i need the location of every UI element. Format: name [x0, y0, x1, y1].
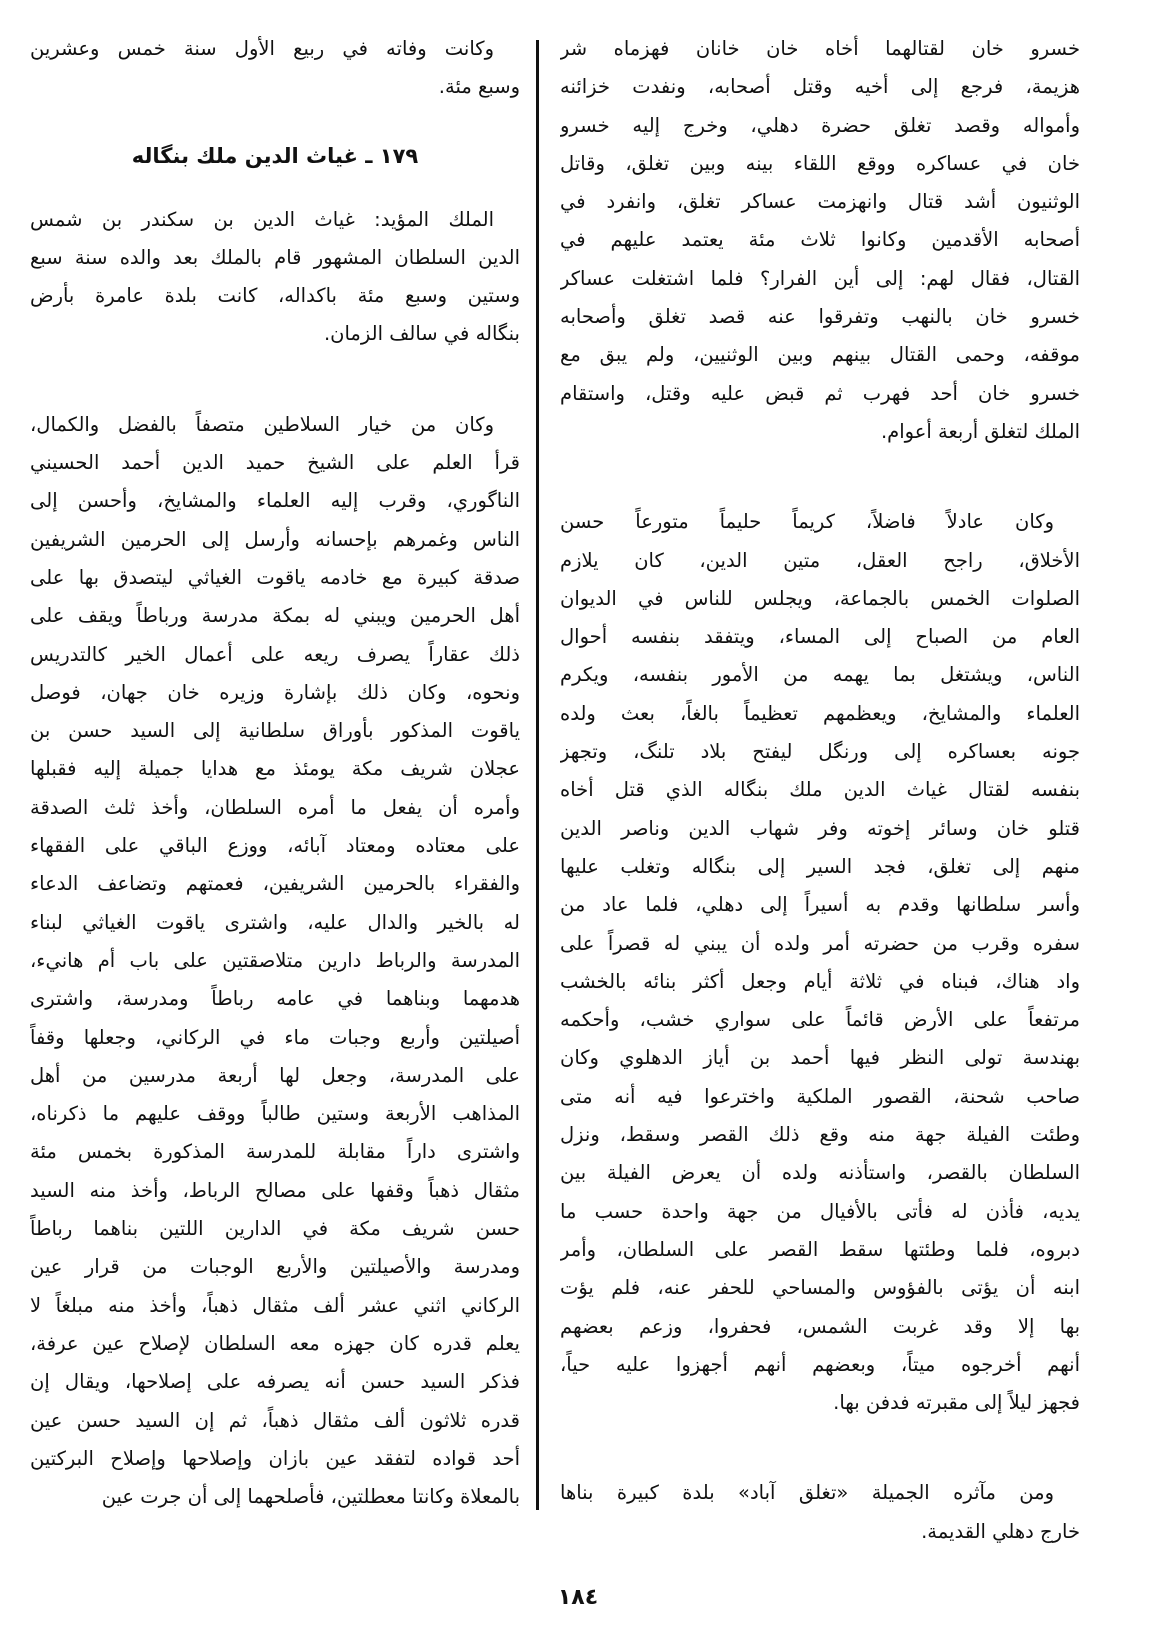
text-line: على المدرسة، وجعل لها أربعة مدرسين من أهل	[30, 1063, 520, 1087]
text-line: الناس، ويشتغل بما يهمه من الأمور بنفسه، ويكرم	[560, 663, 1080, 687]
text-line: الدين السلطان المشهور قام بالملك بعد والده سنة سبع	[30, 245, 520, 269]
text-line: الناگوري، وقرب إليه العلماء والمشايخ، وأحسن إلى	[30, 489, 520, 513]
text-line: بالمعلاة وكانتا معطلتين، فأصلحهما إلى أن جرت عين	[101, 1485, 520, 1509]
right-column	[560, 30, 1080, 1551]
text-line: وطئت الفيلة جهة منه وقع ذلك القصر وسقط، ونزل	[560, 1123, 1080, 1147]
paragraph	[30, 201, 520, 354]
section-heading: ١٧٩ ـ غياث الدين ملك بنگاله	[131, 143, 419, 168]
page-number: ١٨٤	[557, 1585, 599, 1610]
text-line: على معتاده ومعتاد آبائه، ووزع الباقي على الفقهاء	[30, 834, 520, 858]
text-line: عجلان شريف مكة يومئذ مع هدايا جميلة إليه فقبلها	[30, 757, 520, 781]
text-line: السلطان بالقصر، واستأذنه ولده أن يعرض الفيلة بين	[560, 1161, 1080, 1185]
text-line: المدرسة والرباط دارين متلاصقتين على باب أم هانيء،	[30, 948, 520, 972]
text-line: بنفسه لقتال غياث الدين ملك بنگاله الذي قتل أخاه	[560, 778, 1080, 802]
text-line: ومن مآثره الجميلة «تغلق آباد» بلدة كبيرة بناها	[560, 1481, 1054, 1505]
text-line: خسرو خان بالنهب وتفرقوا عنه قصد تغلق وأصحابه	[560, 305, 1080, 329]
text-line: الأخلاق، راجح العقل، متين الدين، كان يلازم	[560, 548, 1080, 572]
text-line: خان في عساكره ووقع اللقاء بينه وبين تغلق، وقاتل	[560, 151, 1080, 175]
paragraph	[560, 1474, 1080, 1551]
text-line: صاحب شحنة، القصور الملكية واخترعوا فيه أنه متى	[560, 1084, 1080, 1108]
text-line: ذلك عقاراً يصرف ريعه على أعمال الخير كالتدريس	[30, 642, 520, 666]
text-line: واشترى داراً مقابلة للمدرسة المذكورة بخمس مئة	[30, 1140, 520, 1164]
text-line: مثقال ذهباً وقفها على مصالح الرباط، وأخذ منه السيد	[30, 1178, 520, 1202]
text-line: القتال، فقال لهم: إلى أين الفرار؟ فلما اشتغلت عساكر	[560, 266, 1080, 290]
text-line: الملك المؤيد: غياث الدين بن سكندر بن شمس	[30, 207, 494, 231]
text-line: يعلم قدره كان جهزه معه السلطان لإصلاح عين عرفة،	[30, 1331, 520, 1355]
text-line: ونحوه، وكان ذلك بإشارة وزيره خان جهان، فوصل	[30, 680, 520, 704]
text-line: الوثنيون أشد قتال وانهزمت عساكر تغلق، وانفرد في	[560, 190, 1080, 214]
text-line: قتلو خان وسائر إخوته وفر شهاب الدين وناصر الدين	[560, 816, 1080, 840]
paragraph	[30, 406, 520, 1517]
text-line: أحد قواده لتفقد عين بازان وإصلاحها وإصلاح البركتين	[30, 1446, 520, 1470]
text-line: قدره ثلاثون ألف مثقال ذهباً، ثم إن السيد حسن عين	[30, 1408, 520, 1432]
text-line: بها إلا وقد غربت الشمس، فحفروا، وزعم بعضهم	[560, 1314, 1080, 1338]
text-line: فجهز ليلاً إلى مقبرته فدفن بها.	[833, 1391, 1080, 1415]
text-line: خارج دهلي القديمة.	[921, 1519, 1080, 1543]
text-line: العلماء والمشايخ، ويعظمهم تعظيماً بالغاً، بعث ولده	[560, 701, 1080, 725]
text-line: سفره وقرب من حضرته أمر ولده أن يبني له قصراً على	[560, 931, 1080, 955]
text-line: مرتفعاً على الأرض قائماً على سواري خشب، وأحكمه	[560, 1008, 1080, 1032]
text-line: وأسر سلطانها وقدم به أسيراً إلى دهلي، فلما عاد من	[560, 893, 1080, 917]
text-line: ياقوت المذكور بأوراق سلطانية إلى السيد حسن بن	[30, 719, 520, 743]
text-line: حسن شريف مكة في الدارين اللتين بناهما رباطاً	[30, 1217, 520, 1241]
text-line: له بالخير والدال عليه، واشترى ياقوت الغياثي لبناء	[30, 910, 520, 934]
text-line: والفقراء بالحرمين الشريفين، فعمتهم وتضاعف الدعاء	[30, 872, 520, 896]
text-line: جونه بعساكره إلى ورنگل ليفتح بلاد تلنگ، وتجهز	[560, 740, 1080, 764]
text-line: أنهم أخرجوه ميتاً، وبعضهم أنهم أجهزوا عليه حياً،	[560, 1352, 1080, 1376]
text-line: وسبع مئة.	[438, 75, 520, 99]
text-line: ومدرسة والأصيلتين والأربع الوجبات من قرار عين	[30, 1255, 520, 1279]
text-line: وكانت وفاته في ربيع الأول سنة خمس وعشرين	[30, 37, 494, 60]
left-column	[30, 30, 520, 1516]
paragraph	[560, 503, 1080, 1422]
text-line: صدقة كبيرة مع خادمه ياقوت الغياثي ليتصدق بها على	[30, 565, 520, 589]
text-line: فذكر السيد حسن أنه يصرفه على إصلاحها، ويقال إن	[30, 1370, 520, 1394]
text-line: دبروه، فلما وطئتها سقط القصر على السلطان، وأمر	[560, 1237, 1080, 1261]
text-line: الناس وغمرهم بإحسانه وأرسل إلى الحرمين الشريفين	[30, 527, 520, 551]
paragraph	[30, 30, 520, 107]
text-line: واد هناك، فبناه في ثلاثة أيام وجعل أكثر بنائه بالخشب	[560, 969, 1080, 993]
text-line: المذاهب الأربعة وستين طالباً ووقف عليهم ما ذكرناه،	[30, 1102, 520, 1126]
text-line: منهم إلى تغلق، فجد السير إلى بنگاله وتغلب عليها	[560, 854, 1080, 878]
paragraph	[560, 30, 1080, 451]
text-line: بنگاله في سالف الزمان.	[323, 322, 520, 346]
text-line: يديه، فأذن له فأتى بالأفيال من جهة واحدة حسب ما	[560, 1199, 1080, 1223]
column-divider	[536, 40, 539, 1510]
text-line: وكان من خيار السلاطين متصفاً بالفضل والكمال،	[30, 412, 494, 436]
text-line: خسرو خان لقتالهما أخاه خان خانان فهزماه شر	[560, 37, 1080, 60]
text-line: أهل الحرمين ويبني له بمكة مدرسة ورباطاً ويقف على	[30, 604, 520, 628]
text-line: الركاني اثني عشر ألف مثقال ذهباً، وأخذ منه مبلغاً لا	[30, 1293, 520, 1317]
text-line: بهندسة تولى النظر فيها أحمد بن أياز الدهلوي وكان	[560, 1046, 1080, 1070]
text-line: وأمره أن يفعل ما أمره السلطان، وأخذ ثلث الصدقة	[30, 795, 520, 819]
text-line: وكان عادلاً فاضلاً، كريماً حليماً متورعاً حسن	[560, 510, 1054, 534]
text-line: خسرو خان أحد فهرب ثم قبض عليه وقتل، واستقام	[560, 381, 1080, 405]
text-line: وستين وسبع مئة باكداله، كانت بلدة عامرة بأرض	[30, 284, 520, 308]
text-line: موقفه، وحمى القتال بينهم وبين الوثنيين، ولم يبق مع	[560, 343, 1080, 367]
text-line: قرأ العلم على الشيخ حميد الدين أحمد الحسيني	[30, 451, 520, 475]
text-line: هزيمة، فرجع إلى أخيه وقتل أصحابه، ونفدت خزائنه	[560, 75, 1080, 99]
text-line: الصلوات الخمس بالجماعة، ويجلس للناس في الديوان	[560, 586, 1080, 610]
text-line: هدمهما وبناهما في عامه رباطاً ومدرسة، واشترى	[30, 987, 520, 1011]
text-line: الملك لتغلق أربعة أعوام.	[880, 419, 1080, 443]
text-line: أصحابه الأقدمين وكانوا ثلاث مئة يعتمد عليهم في	[560, 228, 1080, 252]
text-line: أصيلتين وأربع وجبات ماء في الركاني، وجعلها وقفاً	[30, 1025, 520, 1049]
text-line: ابنه أن يؤتى بالفؤوس والمساحي للحفر عنه، فلم يؤت	[560, 1276, 1080, 1300]
text-line: وأمواله وقصد تغلق حضرة دهلي، وخرج إليه خسرو	[560, 113, 1080, 137]
text-line: العام من الصباح إلى المساء، ويتفقد بنفسه أحوال	[560, 625, 1080, 649]
